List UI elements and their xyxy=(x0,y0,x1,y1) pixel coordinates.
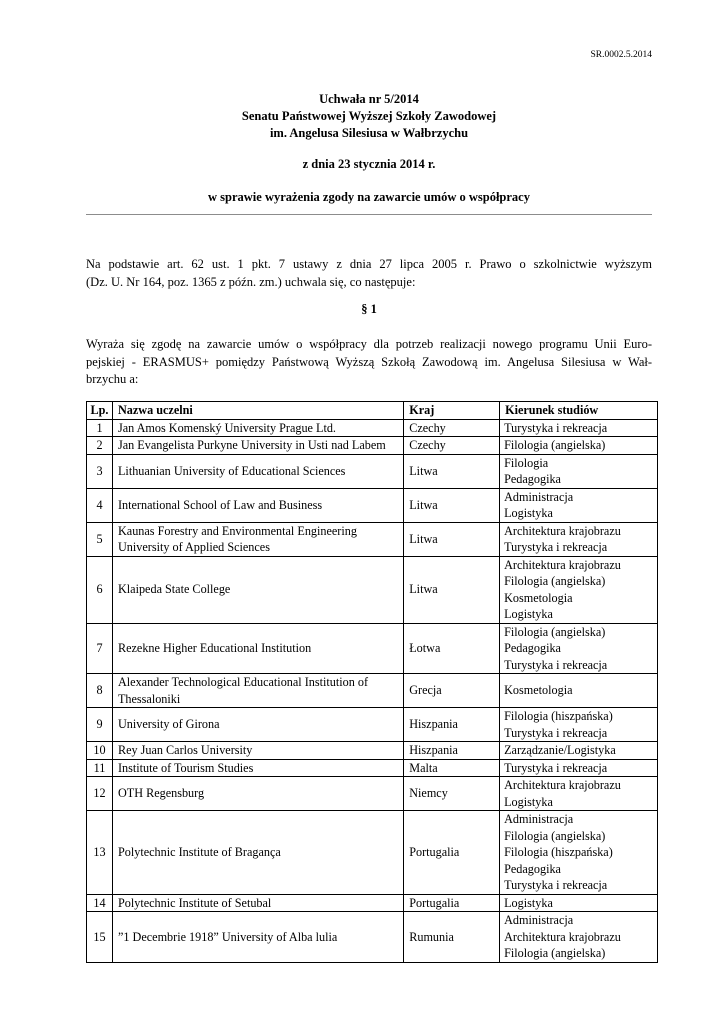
cell-university-name: Rey Juan Carlos University xyxy=(112,742,403,760)
cell-lp: 8 xyxy=(87,674,113,708)
field-of-study: Architektura krajobrazu xyxy=(504,778,621,792)
table-row xyxy=(87,742,658,760)
header-name: Nazwa uczelni xyxy=(112,402,403,420)
cell-country: Litwa xyxy=(404,522,500,556)
field-of-study: Filologia xyxy=(504,455,549,470)
cell-fields-of-study xyxy=(500,777,658,811)
table-row xyxy=(87,522,658,556)
school-name: im. Angelusa Silesiusa w Wałbrzychu xyxy=(269,126,469,140)
cell-fields-of-study xyxy=(500,454,658,488)
cell-fields-of-study xyxy=(500,912,658,963)
cell-fields-of-study xyxy=(500,419,658,437)
table-row xyxy=(87,811,658,895)
field-of-study: Turystyka i rekreacja xyxy=(504,657,608,672)
cell-country: Litwa xyxy=(404,556,500,623)
cell-fields-of-study xyxy=(500,488,658,522)
cell-lp: 1 xyxy=(87,419,113,437)
cell-fields-of-study xyxy=(500,522,658,556)
cell-fields-of-study xyxy=(500,437,658,455)
resolution-number: Uchwała nr 5/2014 xyxy=(319,92,419,106)
consent-line: brzychu a: xyxy=(86,372,139,386)
cell-country: Czechy xyxy=(404,419,500,437)
cell-university-name: Rezekne Higher Educational Institution xyxy=(112,623,403,674)
cell-country: Malta xyxy=(404,759,500,777)
table-row xyxy=(87,623,658,674)
cell-country: Łotwa xyxy=(404,623,500,674)
cell-lp: 13 xyxy=(87,811,113,895)
field-of-study: Filologia (angielska) xyxy=(504,624,606,639)
cell-lp: 15 xyxy=(87,912,113,963)
horizontal-divider xyxy=(86,214,652,215)
cell-university-name: Jan Evangelista Purkyne University in Usti nad Labem xyxy=(112,437,403,455)
cell-university-name: Institute of Tourism Studies xyxy=(112,759,403,777)
cell-lp: 11 xyxy=(87,759,113,777)
cell-university-name: University of Girona xyxy=(112,708,403,742)
field-of-study: Filologia (angielska) xyxy=(504,828,606,843)
cell-university-name: Jan Amos Komenský University Prague Ltd. xyxy=(112,419,403,437)
cell-university-name: Alexander Technological Educational Institution of Thessaloniki xyxy=(112,674,403,708)
resolution-subject: w sprawie wyrażenia zgody na zawarcie umów o współpracy xyxy=(208,190,530,204)
field-of-study: Filologia (hiszpańska) xyxy=(504,845,613,859)
cell-country: Niemcy xyxy=(404,777,500,811)
table-row xyxy=(87,674,658,708)
header-fields: Kierunek studiów xyxy=(500,402,658,420)
cell-university-name: Polytechnic Institute of Bragança xyxy=(112,811,403,895)
field-of-study: Logistyka xyxy=(504,506,553,520)
field-of-study: Turystyka i rekreacja xyxy=(504,540,608,554)
field-of-study: Logistyka xyxy=(504,794,553,809)
cell-lp: 4 xyxy=(87,488,113,522)
field-of-study: Logistyka xyxy=(504,607,553,621)
cell-lp: 7 xyxy=(87,623,113,674)
document-reference: SR.0002.5.2014 xyxy=(590,50,652,60)
field-of-study: Turystyka i rekreacja xyxy=(504,420,608,435)
table-body xyxy=(87,419,658,962)
table-row xyxy=(87,894,658,912)
cell-lp: 9 xyxy=(87,708,113,742)
cell-university-name: OTH Regensburg xyxy=(112,777,403,811)
cell-lp: 3 xyxy=(87,454,113,488)
field-of-study: Administracja xyxy=(504,913,574,927)
table-row xyxy=(87,708,658,742)
consent-line: pejskiej - ERASMUS+ pomiędzy Państwową Wyższą Szkołą Zawodową im. Angelusa Silesiusa w Wał- xyxy=(86,354,652,369)
field-of-study: Filologia (angielska) xyxy=(504,574,606,588)
cell-lp: 10 xyxy=(87,742,113,760)
table-row xyxy=(87,556,658,623)
cell-university-name: Kaunas Forestry and Environmental Engineering University of Applied Sciences xyxy=(112,522,403,556)
field-of-study: Turystyka i rekreacja xyxy=(504,725,608,740)
field-of-study: Filologia (angielska) xyxy=(504,438,606,452)
table-row xyxy=(87,777,658,811)
field-of-study: Architektura krajobrazu xyxy=(504,557,621,572)
header-lp: Lp. xyxy=(87,402,113,420)
field-of-study: Pedagogika xyxy=(504,861,561,876)
cell-university-name: Polytechnic Institute of Setubal xyxy=(112,894,403,912)
cell-lp: 5 xyxy=(87,522,113,556)
legal-basis-paragraph xyxy=(86,255,652,291)
header-country: Kraj xyxy=(404,402,500,420)
field-of-study: Filologia (angielska) xyxy=(504,946,606,960)
field-of-study: Turystyka i rekreacja xyxy=(504,878,608,892)
cell-lp: 14 xyxy=(87,894,113,912)
universities-table xyxy=(86,401,658,963)
field-of-study: Kosmetologia xyxy=(504,590,573,605)
cell-country: Litwa xyxy=(404,488,500,522)
field-of-study: Pedagogika xyxy=(504,472,561,486)
field-of-study: Administracja xyxy=(504,812,574,826)
table-row xyxy=(87,454,658,488)
legal-basis-line: (Dz. U. Nr 164, poz. 1365 z późn. zm.) uchwala się, co następuje: xyxy=(86,275,416,289)
field-of-study: Kosmetologia xyxy=(504,683,573,698)
cell-fields-of-study xyxy=(500,556,658,623)
table-row xyxy=(87,419,658,437)
table-row xyxy=(87,912,658,963)
cell-university-name: ”1 Decembrie 1918” University of Alba lulia xyxy=(112,912,403,963)
cell-fields-of-study xyxy=(500,811,658,895)
consent-line: Wyraża się zgodę na zawarcie umów o współpracy dla potrzeb realizacji nowego programu Unii Euro- xyxy=(86,337,652,351)
cell-country: Portugalia xyxy=(404,811,500,895)
cell-fields-of-study xyxy=(500,759,658,777)
field-of-study: Logistyka xyxy=(504,895,553,910)
cell-fields-of-study xyxy=(500,708,658,742)
cell-fields-of-study xyxy=(500,623,658,674)
table-row xyxy=(87,759,658,777)
cell-country: Grecja xyxy=(404,674,500,708)
legal-basis-line: Na podstawie art. 62 ust. 1 pkt. 7 ustawy z dnia 27 lipca 2005 r. Prawo o szkolnictwie wyższym xyxy=(86,257,652,271)
field-of-study: Turystyka i rekreacja xyxy=(504,760,608,775)
cell-country: Hiszpania xyxy=(404,708,500,742)
table-row xyxy=(87,437,658,455)
cell-country: Litwa xyxy=(404,454,500,488)
table-row xyxy=(87,488,658,522)
cell-university-name: Lithuanian University of Educational Sciences xyxy=(112,454,403,488)
cell-country: Czechy xyxy=(404,437,500,455)
field-of-study: Architektura krajobrazu xyxy=(504,523,621,538)
cell-university-name: International School of Law and Business xyxy=(112,488,403,522)
cell-lp: 12 xyxy=(87,777,113,811)
cell-lp: 6 xyxy=(87,556,113,623)
field-of-study: Filologia (hiszpańska) xyxy=(504,709,613,723)
cell-university-name: Klaipeda State College xyxy=(112,556,403,623)
table-header-row xyxy=(87,402,658,420)
cell-country: Rumunia xyxy=(404,912,500,963)
section-mark: § 1 xyxy=(361,302,377,316)
cell-fields-of-study xyxy=(500,742,658,760)
cell-lp: 2 xyxy=(87,437,113,455)
consent-paragraph xyxy=(86,336,652,389)
senate-name: Senatu Państwowej Wyższej Szkoły Zawodowej xyxy=(241,109,497,123)
cell-fields-of-study xyxy=(500,894,658,912)
field-of-study: Pedagogika xyxy=(504,641,561,655)
resolution-date: z dnia 23 stycznia 2014 r. xyxy=(302,157,436,171)
cell-country: Portugalia xyxy=(404,894,500,912)
field-of-study: Administracja xyxy=(504,489,574,504)
resolution-heading xyxy=(86,91,652,142)
cell-country: Hiszpania xyxy=(404,742,500,760)
cell-fields-of-study xyxy=(500,674,658,708)
field-of-study: Architektura krajobrazu xyxy=(504,929,621,944)
field-of-study: Zarządzanie/Logistyka xyxy=(504,743,616,757)
